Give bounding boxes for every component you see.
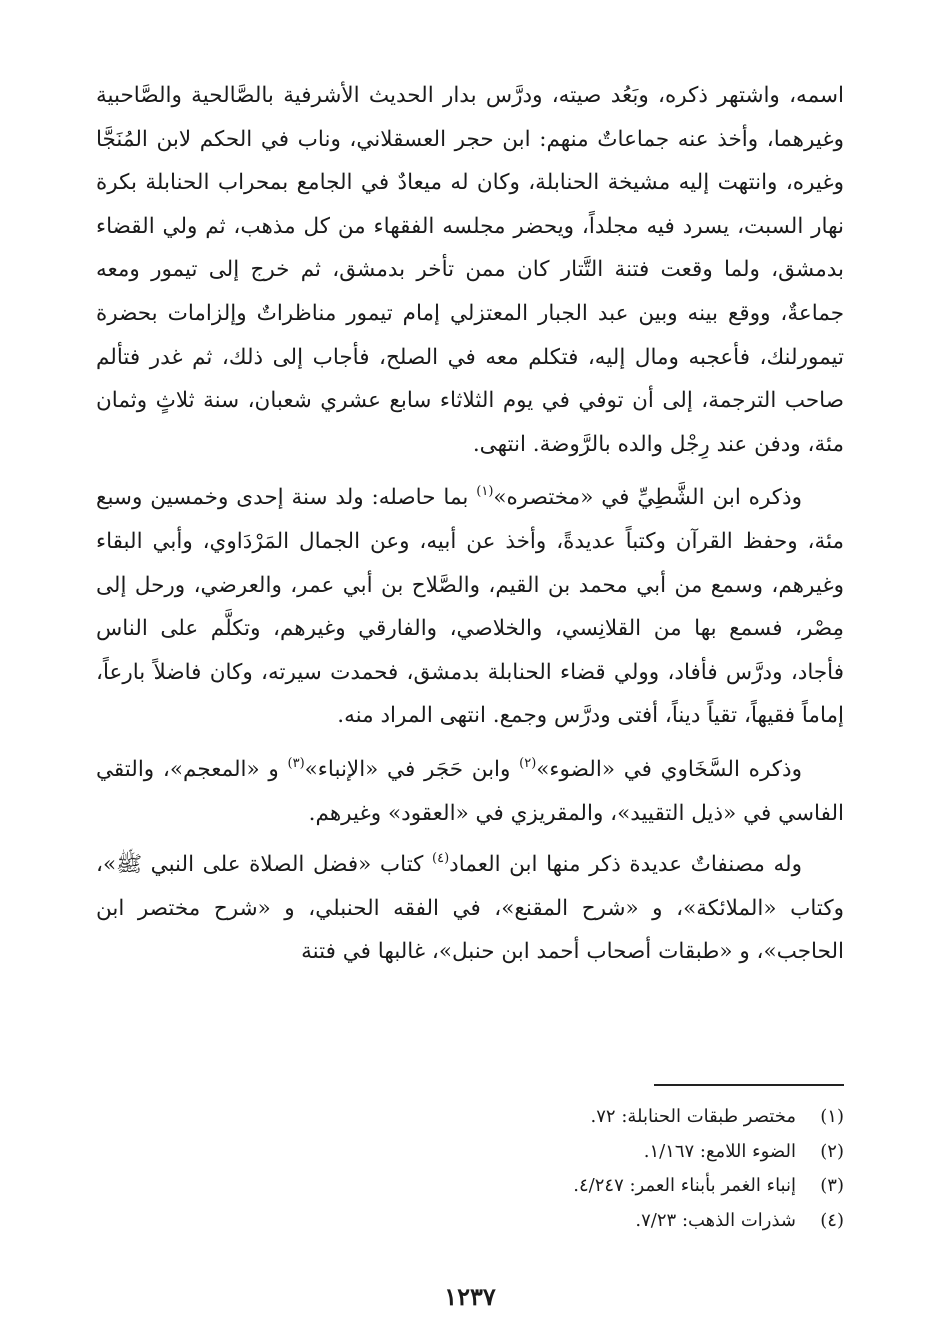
footnote-number: (٢) bbox=[820, 1140, 844, 1162]
footnote-reference: (٤) bbox=[432, 851, 450, 867]
footnote-reference: (٢) bbox=[519, 755, 537, 771]
footnote-reference: (١) bbox=[476, 484, 494, 500]
book-page bbox=[96, 74, 844, 1314]
paragraph-biography-continuation bbox=[96, 74, 844, 466]
paragraph-text: وله مصنفاتٌ عديدة ذكر منها ابن العماد bbox=[449, 852, 802, 878]
paragraph-text: وذكره السَّخَاوي في «الضوء» bbox=[536, 756, 802, 782]
paragraph-text: بما حاصله: ولد سنة إحدى وخمسين وسبع مئة، وحفظ القرآن وكتباً عديدةً، وأخذ عن أبيه، وعن الجمال المَرْدَاوي، وأبي البقاء وغيرهم، وسمع من أبي محمد بن القيم، والصَّلاح بن أبي عمر، والعرضي، ورحل إلى مِصْر، فسمع بها من القلانِسي، والخلاصي، والفارقي وغيرهم، وتكلَّم على الناس فأجاد، ودرَّس فأفاد، وولي قضاء الحنابلة بدمشق، فحمدت سيرته، وكان فاضلاً بارعاً، إماماً فقيهاً، تقياً ديناً، أفتى ودرَّس وجمع. انتهى المراد منه. bbox=[96, 485, 844, 729]
paragraph-text: كتاب «فضل الصلاة على النبي ﷺ»، وكتاب «الملائكة»، و «شرح المقنع»، في الفقه الحنبلي، و «شرح مختصر ابن الحاجب»، و «طبقات أصحاب أحمد ابن حنبل»، غالبها في فتنة bbox=[96, 852, 844, 965]
paragraph-text: وذكره ابن الشَّطِيِّ في «مختصره» bbox=[493, 485, 802, 511]
footnote-text: إنباء الغمر بأبناء العمر: ٤/٢٤٧. bbox=[573, 1175, 796, 1196]
footnote-item bbox=[96, 1204, 844, 1239]
footnote-text: الضوء اللامع: ١/١٦٧. bbox=[643, 1140, 796, 1162]
footnote-number: (٣) bbox=[820, 1175, 844, 1196]
page-number: ١٢٣٧ bbox=[444, 1282, 496, 1311]
footnote-item bbox=[96, 1135, 844, 1170]
footnote-item bbox=[96, 1169, 844, 1204]
paragraph-other-sources bbox=[96, 748, 844, 835]
paragraph-works bbox=[96, 843, 844, 974]
footnote-reference: (٣) bbox=[287, 755, 305, 771]
footnote-text: شذرات الذهب: ٧/٢٣. bbox=[635, 1209, 796, 1231]
footnote-number: (١) bbox=[820, 1106, 844, 1127]
paragraph-text: اسمه، واشتهر ذكره، وبَعُد صيته، ودرَّس بدار الحديث الأشرفية بالصَّالحية والصَّاحبية وغيرهما، وأخذ عنه جماعاتٌ منهم: ابن حجر العسقلاني، وناب في الحكم لابن المُنَجَّا وغيره، وانتهت إليه مشيخة الحنابلة، وكان له ميعادٌ في الجامع بمحراب الحنابلة بكرة نهار السبت، يسرد فيه مجلداً، ويحضر مجلسه الفقهاء من كل مذهب، ثم ولي القضاء بدمشق، ولما وقعت فتنة التَّتار كان ممن تأخر بدمشق، ثم خرج إلى تيمور ومعه جماعةٌ، ووقع بينه وبين عبد الجبار المعتزلي إمام تيمور مناظراتٌ وإلزامات بحضرة تيمورلنك، فأعجبه ومال إليه، فتكلم معه في الصلح، فأجاب إلى ذلك، ثم غدر فتألم صاحب الترجمة، إلى أن توفي في يوم الثلاثاء سابع عشري شعبان، سنة ثلاثٍ وثمان مئة، ودفن عند رِجْل والده بالرَّوضة. انتهى. bbox=[96, 83, 844, 457]
footnote-text: مختصر طبقات الحنابلة: ٧٢. bbox=[590, 1106, 796, 1127]
footnote-item bbox=[96, 1100, 844, 1135]
footnote-number: (٤) bbox=[820, 1209, 844, 1231]
footnote-divider bbox=[654, 1084, 844, 1086]
paragraph-text: و «المعجم»، والتقي الفاسي في «ذيل التقييد»، والمقريزي في «العقود» وغيرهم. bbox=[96, 756, 844, 826]
paragraph-ibn-alshatti bbox=[96, 476, 844, 738]
footnotes-list bbox=[96, 1100, 844, 1238]
paragraph-text: وابن حَجَر في «الإنباء» bbox=[304, 756, 520, 782]
